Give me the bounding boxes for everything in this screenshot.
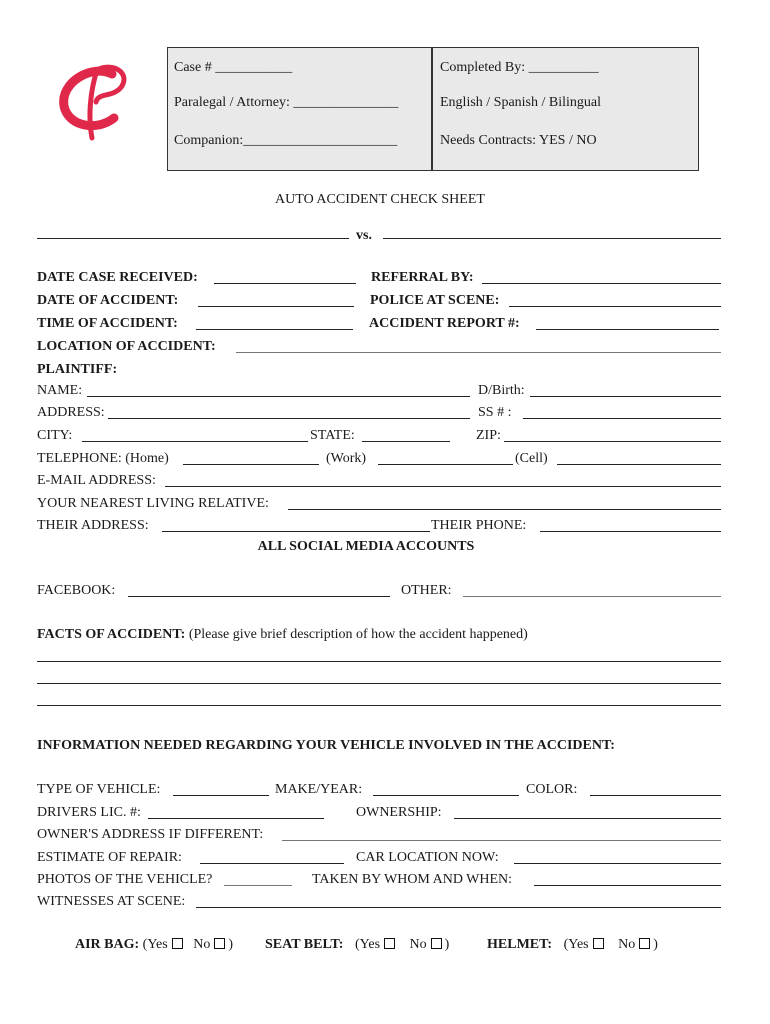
witnesses-label: WITNESSES AT SCENE: xyxy=(37,894,186,909)
close-paren: ) xyxy=(653,937,658,952)
color-label: COLOR: xyxy=(526,782,578,797)
facts-line[interactable] xyxy=(37,683,721,684)
airbag-group xyxy=(75,937,233,953)
seatbelt-label: SEAT BELT: xyxy=(265,937,344,952)
facts-label-row xyxy=(37,627,528,643)
taken-by-line[interactable] xyxy=(534,885,721,886)
date-accident-line[interactable] xyxy=(198,306,354,307)
facts-line[interactable] xyxy=(37,705,721,706)
yes-option-label: (Yes xyxy=(142,937,168,952)
relative-line[interactable] xyxy=(288,509,721,510)
relative-label: YOUR NEAREST LIVING RELATIVE: xyxy=(37,496,269,511)
facts-label: FACTS OF ACCIDENT: xyxy=(37,627,186,642)
name-line[interactable] xyxy=(87,396,470,397)
location-line[interactable] xyxy=(236,352,721,353)
time-accident-line[interactable] xyxy=(196,329,353,330)
car-location-line[interactable] xyxy=(514,863,721,864)
drivers-license-line[interactable] xyxy=(148,818,324,819)
ss-label: SS # : xyxy=(478,405,512,420)
firm-logo xyxy=(52,62,142,142)
ownership-label: OWNERSHIP: xyxy=(356,805,442,820)
their-phone-label: THEIR PHONE: xyxy=(431,518,527,533)
state-label: STATE: xyxy=(310,428,355,443)
helmet-label: HELMET: xyxy=(487,937,553,952)
location-label: LOCATION OF ACCIDENT: xyxy=(37,339,216,354)
photos-line[interactable] xyxy=(224,885,292,886)
plaintiff-heading: PLAINTIFF: xyxy=(37,362,118,377)
drivers-license-label: DRIVERS LIC. #: xyxy=(37,805,141,820)
ownership-line[interactable] xyxy=(454,818,721,819)
make-year-line[interactable] xyxy=(373,795,519,796)
date-received-line[interactable] xyxy=(214,283,356,284)
make-year-label: MAKE/YEAR: xyxy=(275,782,363,797)
name-label: NAME: xyxy=(37,383,83,398)
defendant-party-line[interactable] xyxy=(383,238,721,239)
no-option-label: No xyxy=(618,937,636,952)
police-line[interactable] xyxy=(509,306,721,307)
date-accident-label: DATE OF ACCIDENT: xyxy=(37,293,179,308)
address-label: ADDRESS: xyxy=(37,405,105,420)
taken-by-label: TAKEN BY WHOM AND WHEN: xyxy=(312,872,513,887)
color-line[interactable] xyxy=(590,795,721,796)
estimate-line[interactable] xyxy=(200,863,344,864)
address-line[interactable] xyxy=(108,418,470,419)
dob-label: D/Birth: xyxy=(478,383,525,398)
police-label: POLICE AT SCENE: xyxy=(370,293,500,308)
airbag-no-checkbox[interactable] xyxy=(214,938,225,949)
box-divider xyxy=(431,48,433,170)
airbag-label: AIR BAG: xyxy=(75,937,140,952)
zip-label: ZIP: xyxy=(476,428,501,443)
their-phone-line[interactable] xyxy=(540,531,721,532)
case-header-box xyxy=(167,47,699,171)
seatbelt-group xyxy=(265,937,449,953)
report-label: ACCIDENT REPORT #: xyxy=(369,316,520,331)
ss-line[interactable] xyxy=(523,418,721,419)
case-number-field[interactable]: Case # ___________ xyxy=(174,60,293,75)
referral-line[interactable] xyxy=(482,283,721,284)
language-option[interactable]: English / Spanish / Bilingual xyxy=(440,95,602,110)
city-line[interactable] xyxy=(82,441,308,442)
close-paren: ) xyxy=(444,937,450,952)
paralegal-field[interactable]: Paralegal / Attorney: _______________ xyxy=(174,95,399,110)
plaintiff-party-line[interactable] xyxy=(37,238,349,239)
facebook-line[interactable] xyxy=(128,596,390,597)
companion-field[interactable]: Companion:______________________ xyxy=(174,133,398,148)
date-received-label: DATE CASE RECEIVED: xyxy=(37,270,198,285)
zip-line[interactable] xyxy=(504,441,721,442)
email-line[interactable] xyxy=(165,486,721,487)
helmet-yes-checkbox[interactable] xyxy=(593,938,604,949)
their-address-line[interactable] xyxy=(162,531,430,532)
facts-hint: (Please give brief description of how the accident happened) xyxy=(188,627,528,642)
seatbelt-no-checkbox[interactable] xyxy=(431,938,442,949)
seatbelt-yes-checkbox[interactable] xyxy=(384,938,395,949)
yes-option-label: (Yes xyxy=(354,937,381,952)
time-accident-label: TIME OF ACCIDENT: xyxy=(37,316,178,331)
completed-by-field[interactable]: Completed By: __________ xyxy=(440,60,599,75)
needs-contracts-option[interactable]: Needs Contracts: YES / NO xyxy=(440,133,597,148)
helmet-no-checkbox[interactable] xyxy=(639,938,650,949)
referral-label: REFERRAL BY: xyxy=(371,270,474,285)
owner-address-line[interactable] xyxy=(282,840,721,841)
airbag-yes-checkbox[interactable] xyxy=(172,938,183,949)
close-paren: ) xyxy=(228,937,234,952)
facts-line[interactable] xyxy=(37,661,721,662)
facebook-label: FACEBOOK: xyxy=(37,583,116,598)
no-option-label: No xyxy=(193,937,211,952)
telephone-cell-label: (Cell) xyxy=(515,451,548,466)
dob-line[interactable] xyxy=(530,396,721,397)
witnesses-line[interactable] xyxy=(196,907,721,908)
owner-address-label: OWNER'S ADDRESS IF DIFFERENT: xyxy=(37,827,264,842)
versus-label: vs. xyxy=(356,228,372,243)
other-line[interactable] xyxy=(463,596,721,597)
telephone-cell-line[interactable] xyxy=(557,464,721,465)
telephone-home-label: TELEPHONE: (Home) xyxy=(37,451,169,466)
vehicle-type-label: TYPE OF VEHICLE: xyxy=(37,782,161,797)
vehicle-type-line[interactable] xyxy=(173,795,269,796)
yes-option-label: (Yes xyxy=(563,937,589,952)
social-media-heading: ALL SOCIAL MEDIA ACCOUNTS xyxy=(257,539,475,554)
state-line[interactable] xyxy=(362,441,450,442)
page-title: AUTO ACCIDENT CHECK SHEET xyxy=(275,192,485,207)
helmet-group xyxy=(487,937,658,953)
photos-label: PHOTOS OF THE VEHICLE? xyxy=(37,872,213,887)
email-label: E-MAIL ADDRESS: xyxy=(37,473,156,488)
telephone-work-label: (Work) xyxy=(326,451,367,466)
car-location-label: CAR LOCATION NOW: xyxy=(356,850,499,865)
city-label: CITY: xyxy=(37,428,73,443)
vehicle-heading: INFORMATION NEEDED REGARDING YOUR VEHICLE INVOLVED IN THE ACCIDENT: xyxy=(37,738,615,753)
report-line[interactable] xyxy=(536,329,719,330)
other-label: OTHER: xyxy=(401,583,452,598)
no-option-label: No xyxy=(409,937,427,952)
estimate-label: ESTIMATE OF REPAIR: xyxy=(37,850,182,865)
telephone-work-line[interactable] xyxy=(378,464,513,465)
telephone-home-line[interactable] xyxy=(183,464,319,465)
their-address-label: THEIR ADDRESS: xyxy=(37,518,149,533)
